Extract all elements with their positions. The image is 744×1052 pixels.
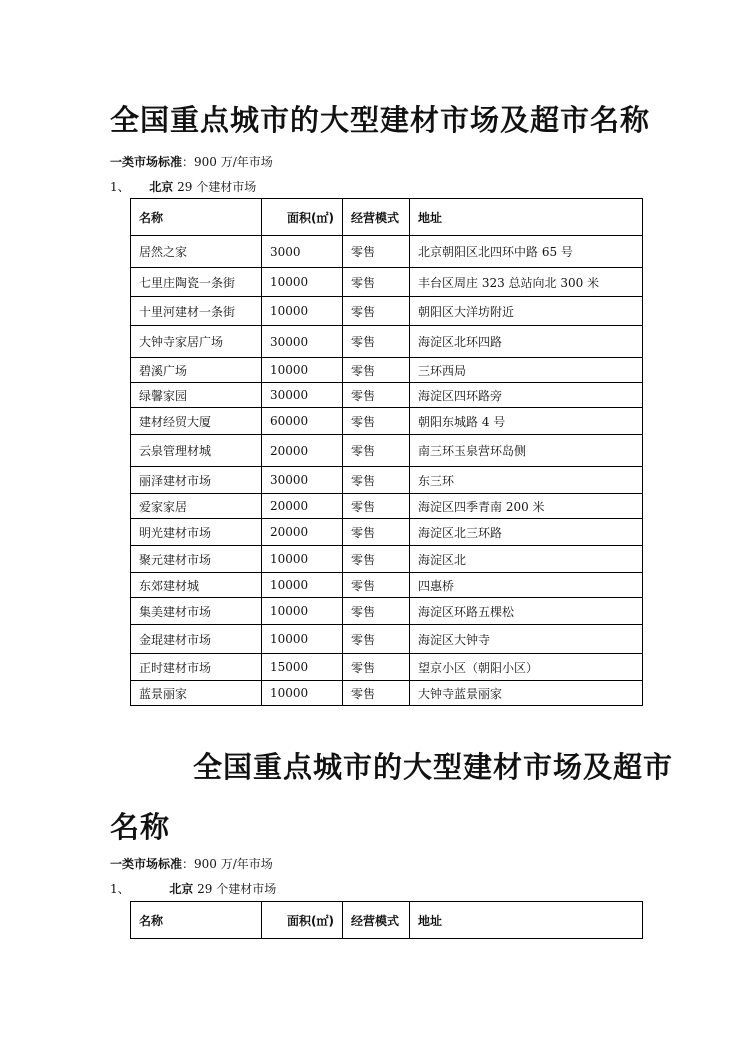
cell-mode: 零售 bbox=[343, 358, 410, 383]
table-row bbox=[131, 494, 643, 519]
cell-area: 30000 bbox=[262, 467, 343, 494]
cell-name: 七里庄陶瓷一条街 bbox=[131, 268, 262, 297]
cell-address: 四惠桥 bbox=[410, 573, 643, 598]
cell-address: 南三环玉泉营环岛侧 bbox=[410, 435, 643, 467]
city-name: 北京 bbox=[169, 882, 194, 896]
cell-name: 金琨建材市场 bbox=[131, 625, 262, 654]
page-title: 全国重点城市的大型建材市场及超市名称 bbox=[110, 103, 651, 137]
cell-mode: 零售 bbox=[343, 681, 410, 706]
page-title-repeat-cont: 名称 bbox=[110, 810, 171, 844]
header-name: 名称 bbox=[131, 902, 262, 939]
cell-area: 15000 bbox=[262, 654, 343, 681]
cell-address: 望京小区（朝阳小区） bbox=[410, 654, 643, 681]
market-table-repeat bbox=[130, 901, 643, 939]
cell-area: 30000 bbox=[262, 383, 343, 408]
cell-address: 大钟寺蓝景丽家 bbox=[410, 681, 643, 706]
cell-address: 海淀区北环四路 bbox=[410, 326, 643, 358]
table-row bbox=[131, 358, 643, 383]
cell-name: 居然之家 bbox=[131, 236, 262, 268]
header-area: 面积(㎡) bbox=[262, 902, 343, 939]
cell-name: 正时建材市场 bbox=[131, 654, 262, 681]
cell-name: 大钟寺家居广场 bbox=[131, 326, 262, 358]
city-number: 1、 bbox=[110, 882, 130, 896]
city-name: 北京 bbox=[149, 180, 174, 194]
standard-label: 一类市场标准 bbox=[110, 155, 183, 169]
cell-name: 东郊建材城 bbox=[131, 573, 262, 598]
table-row bbox=[131, 268, 643, 297]
cell-area: 60000 bbox=[262, 408, 343, 435]
city-count: 29 个建材市场 bbox=[197, 882, 277, 896]
cell-mode: 零售 bbox=[343, 236, 410, 268]
cell-name: 绿馨家园 bbox=[131, 383, 262, 408]
city-count: 29 个建材市场 bbox=[177, 180, 257, 194]
header-address: 地址 bbox=[410, 902, 643, 939]
cell-address: 海淀区四季青南 200 米 bbox=[410, 494, 643, 519]
table-row bbox=[131, 625, 643, 654]
cell-mode: 零售 bbox=[343, 573, 410, 598]
standard-value: ：900 万/年市场 bbox=[182, 857, 273, 871]
table-header-row bbox=[131, 902, 643, 939]
cell-address: 东三环 bbox=[410, 467, 643, 494]
city-number: 1、 bbox=[110, 180, 130, 194]
header-mode: 经营模式 bbox=[343, 902, 410, 939]
cell-mode: 零售 bbox=[343, 326, 410, 358]
table-row bbox=[131, 383, 643, 408]
cell-mode: 零售 bbox=[343, 268, 410, 297]
cell-mode: 零售 bbox=[343, 546, 410, 573]
cell-address: 海淀区北三环路 bbox=[410, 519, 643, 546]
cell-area: 20000 bbox=[262, 435, 343, 467]
cell-mode: 零售 bbox=[343, 519, 410, 546]
table-row bbox=[131, 573, 643, 598]
table-row bbox=[131, 681, 643, 706]
cell-name: 明光建材市场 bbox=[131, 519, 262, 546]
city-heading-repeat bbox=[110, 880, 276, 897]
cell-area: 30000 bbox=[262, 326, 343, 358]
cell-name: 碧溪广场 bbox=[131, 358, 262, 383]
standard-label: 一类市场标准 bbox=[110, 857, 183, 871]
cell-area: 3000 bbox=[262, 236, 343, 268]
market-standard-repeat bbox=[110, 855, 273, 872]
cell-mode: 零售 bbox=[343, 297, 410, 326]
cell-name: 十里河建材一条街 bbox=[131, 297, 262, 326]
cell-mode: 零售 bbox=[343, 598, 410, 625]
cell-address: 北京朝阳区北四环中路 65 号 bbox=[410, 236, 643, 268]
table-row bbox=[131, 408, 643, 435]
cell-mode: 零售 bbox=[343, 383, 410, 408]
table-row bbox=[131, 546, 643, 573]
page-title-repeat: 全国重点城市的大型建材市场及超市 bbox=[193, 750, 674, 784]
cell-address: 海淀区北 bbox=[410, 546, 643, 573]
table-row bbox=[131, 654, 643, 681]
cell-mode: 零售 bbox=[343, 435, 410, 467]
cell-address: 朝阳区大洋坊附近 bbox=[410, 297, 643, 326]
table-header-row bbox=[131, 199, 643, 236]
cell-area: 10000 bbox=[262, 598, 343, 625]
cell-name: 蓝景丽家 bbox=[131, 681, 262, 706]
standard-value: ：900 万/年市场 bbox=[182, 155, 273, 169]
cell-mode: 零售 bbox=[343, 654, 410, 681]
cell-address: 海淀区大钟寺 bbox=[410, 625, 643, 654]
cell-address: 海淀区环路五棵松 bbox=[410, 598, 643, 625]
header-address: 地址 bbox=[410, 199, 643, 236]
cell-address: 丰台区周庄 323 总站向北 300 米 bbox=[410, 268, 643, 297]
header-name: 名称 bbox=[131, 199, 262, 236]
cell-mode: 零售 bbox=[343, 494, 410, 519]
cell-area: 10000 bbox=[262, 625, 343, 654]
cell-mode: 零售 bbox=[343, 467, 410, 494]
table-row bbox=[131, 435, 643, 467]
cell-area: 10000 bbox=[262, 573, 343, 598]
cell-area: 10000 bbox=[262, 358, 343, 383]
table-row bbox=[131, 598, 643, 625]
table-row bbox=[131, 326, 643, 358]
cell-area: 10000 bbox=[262, 546, 343, 573]
market-standard bbox=[110, 153, 273, 170]
table-row bbox=[131, 236, 643, 268]
cell-name: 云泉管理材城 bbox=[131, 435, 262, 467]
cell-name: 集美建材市场 bbox=[131, 598, 262, 625]
cell-address: 三环西局 bbox=[410, 358, 643, 383]
cell-mode: 零售 bbox=[343, 625, 410, 654]
cell-name: 聚元建材市场 bbox=[131, 546, 262, 573]
city-heading bbox=[110, 178, 256, 195]
table-row bbox=[131, 519, 643, 546]
header-area: 面积(㎡) bbox=[262, 199, 343, 236]
cell-area: 20000 bbox=[262, 519, 343, 546]
cell-area: 10000 bbox=[262, 297, 343, 326]
cell-name: 丽泽建材市场 bbox=[131, 467, 262, 494]
cell-area: 10000 bbox=[262, 681, 343, 706]
cell-area: 10000 bbox=[262, 268, 343, 297]
table-row bbox=[131, 297, 643, 326]
cell-address: 朝阳东城路 4 号 bbox=[410, 408, 643, 435]
cell-area: 20000 bbox=[262, 494, 343, 519]
table-row bbox=[131, 467, 643, 494]
header-mode: 经营模式 bbox=[343, 199, 410, 236]
cell-name: 建材经贸大厦 bbox=[131, 408, 262, 435]
cell-mode: 零售 bbox=[343, 408, 410, 435]
cell-address: 海淀区四环路旁 bbox=[410, 383, 643, 408]
market-table bbox=[130, 198, 643, 706]
cell-name: 爱家家居 bbox=[131, 494, 262, 519]
